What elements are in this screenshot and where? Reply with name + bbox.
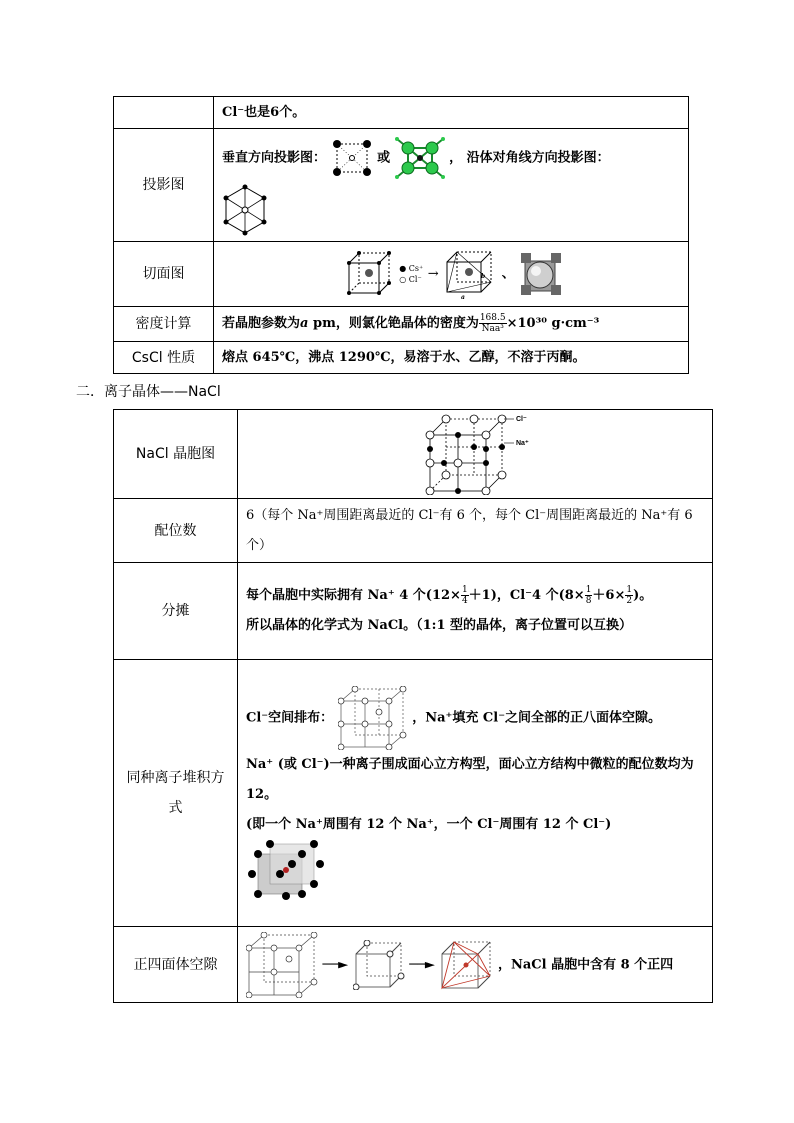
allocation-content — [238, 563, 713, 660]
legend-cl: Cl⁻ — [408, 275, 422, 284]
cscl-section-diagram — [443, 248, 497, 300]
nacl-wire-cube — [246, 932, 318, 998]
legend-cs: Cs⁺ — [408, 264, 424, 273]
packing-label-text: 同种离子堆积方式 — [126, 770, 225, 816]
packing-fcc-text: Na⁺ (或 Cl⁻)一种离子围成面心立方构型，面心立方结构中微粒的配位数均为 12。 — [246, 757, 694, 802]
frac1-num: 1 — [461, 585, 468, 595]
packing-label — [114, 660, 238, 927]
coordination-label: 配位数 — [114, 499, 238, 563]
svg-text:a: a — [461, 294, 466, 300]
section-view-content: ● Cs⁺ ○ Cl⁻ → a b 、 — [214, 242, 689, 307]
tetrahedral-label-text: 正四面体空隙 — [133, 956, 218, 973]
frac3-den: 2 — [626, 596, 633, 606]
packing-content — [238, 660, 713, 927]
fcc-ball-diagram — [246, 840, 326, 900]
projection-content — [214, 129, 689, 242]
nacl-cell-label: NaCl 晶胞图 — [114, 410, 238, 499]
nacl-cell-content — [238, 410, 713, 499]
allocation-text-b: ＋1)，Cl⁻4 个(8× — [468, 588, 585, 603]
density-content — [214, 307, 689, 342]
fraction-1-2 — [625, 585, 633, 606]
frac1-den: 4 — [461, 596, 468, 606]
allocation-text-a: 每个晶胞中实际拥有 Na⁺ 4 个(12× — [246, 588, 461, 603]
section-title: 二．离子晶体——NaCl — [76, 384, 221, 400]
projection-green-diagram — [395, 136, 445, 180]
section-view-label: 切面图 — [114, 242, 214, 307]
coordination-text: 6（每个 Na⁺周围距离最近的 Cl⁻有 6 个，每个 Cl⁻周围距离最近的 Na⁺有 6 个） — [246, 507, 693, 553]
frac3-num: 1 — [626, 585, 633, 595]
packing-text-b: ，Na⁺填充 Cl⁻之间全部的正八面体空隙。 — [412, 710, 662, 726]
tetrahedral-label — [114, 927, 238, 1003]
frac2-num: 1 — [585, 585, 592, 595]
density-var-a: a — [300, 316, 309, 331]
section-sep: 、 — [501, 266, 515, 282]
nacl-table — [113, 409, 713, 1003]
frac2-den: 8 — [585, 596, 592, 606]
density-frac-den: Naa³ — [481, 324, 504, 334]
density-fraction — [479, 313, 507, 334]
density-label: 密度计算 — [114, 307, 214, 342]
allocation-label: 分摊 — [114, 563, 238, 660]
cl-arrangement-diagram — [338, 686, 408, 750]
projection-hexagon-diagram — [222, 184, 268, 236]
projection-or-text: 或 — [377, 150, 391, 166]
properties-content: 熔点 645℃，沸点 1290℃，易溶于水、乙醇，不溶于丙酮。 — [214, 342, 689, 374]
nacl-unit-cell-diagram — [424, 413, 534, 495]
cl-count-cell: Cl⁻也是6个。 — [214, 97, 689, 129]
cscl-spacefill-diagram — [519, 251, 565, 297]
cscl-table — [113, 96, 689, 374]
tetrahedron-diagram — [439, 939, 493, 991]
density-text-c: ×10³⁰ g·cm⁻³ — [506, 316, 600, 331]
empty-label-cell — [114, 97, 214, 129]
projection-square-diagram — [331, 138, 373, 178]
svg-text:b: b — [481, 273, 486, 280]
density-text-a: 若晶胞参数为 — [222, 316, 301, 331]
coordination-content — [238, 499, 713, 563]
tetrahedral-text: ，NaCl 晶胞中含有 8 个正四 — [497, 957, 674, 972]
cscl-cube-diagram — [345, 249, 395, 299]
tetrahedral-content: ──► ──► ，NaCl 晶胞中含有 8 个正四 — [238, 927, 713, 1003]
packing-text-a: Cl⁻空间排布： — [246, 710, 334, 726]
packing-note-text: (即一个 Na⁺周围有 12 个 Na⁺，一个 Cl⁻周围有 12 个 Cl⁻) — [246, 817, 612, 832]
projection-vertical-text: 垂直方向投影图： — [222, 150, 327, 166]
projection-diagonal-text: ， 沿体对角线方向投影图： — [449, 150, 610, 166]
allocation-text-d: )。 — [633, 588, 653, 603]
properties-label: CsCl 性质 — [114, 342, 214, 374]
na-ion-label: Na⁺ — [516, 440, 529, 447]
projection-label: 投影图 — [114, 129, 214, 242]
fraction-1-4 — [461, 585, 469, 606]
cl-ion-label: Cl⁻ — [516, 416, 527, 423]
density-text-b: pm，则氯化铯晶体的密度为 — [308, 316, 479, 331]
density-frac-num: 168.5 — [479, 313, 506, 323]
small-cube-diagram — [353, 940, 405, 990]
allocation-text-c: ＋6× — [592, 588, 626, 603]
allocation-formula-text: 所以晶体的化学式为 NaCl。（1:1 型的晶体，离子位置可以互换） — [246, 618, 633, 633]
